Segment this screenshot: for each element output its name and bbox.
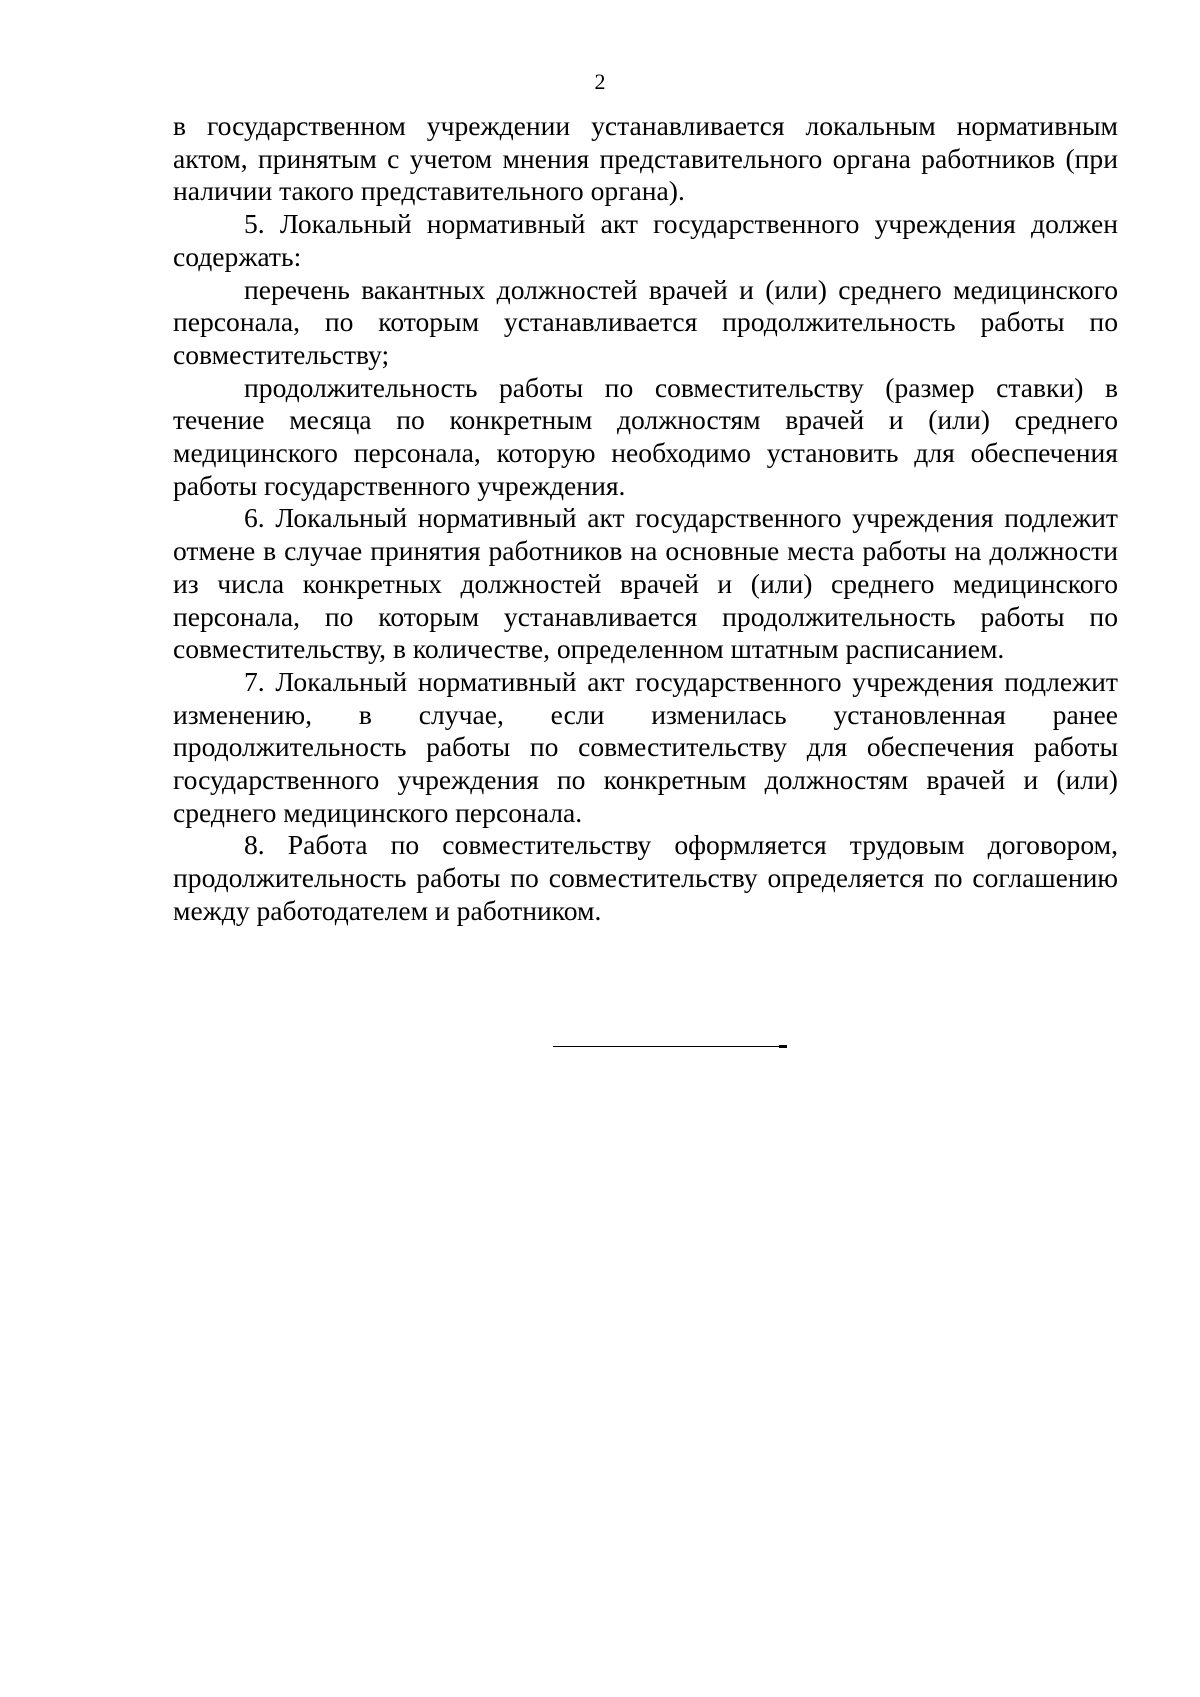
end-rule-line: [553, 1046, 779, 1047]
paragraph-item-5-list-2: продолжительность работы по совместительству (размер ставки) в течение месяца по конкретным должностям врачей и (или) среднего медицинского персонала, которую необходимо установить для обеспечения работы государственного учреждения.: [173, 371, 1118, 501]
paragraph-continuation: в государственном учреждении устанавливается локальным нормативным актом, принятым с учетом мнения представительного органа работников (при наличии такого представительного органа).: [173, 110, 1118, 207]
end-of-document-rule: [553, 1044, 787, 1050]
page-number: 2: [594, 69, 606, 94]
paragraph-item-7: 7. Локальный нормативный акт государственного учреждения подлежит изменению, в случае, если изменилась установленная ранее продолжительность работы по совместительству для обеспечения работы государственного учреждения по конкретным должностям врачей и (или) среднего медицинского персонала.: [173, 665, 1118, 828]
paragraph-item-6: 6. Локальный нормативный акт государственного учреждения подлежит отмене в случае принятия работников на основные места работы на должности из числа конкретных должностей врачей и (или) среднего медицинского персонала, по которым устанавливается продолжительность работы по совместительству, в количестве, определенном штатным расписанием.: [173, 502, 1118, 665]
paragraph-item-8: 8. Работа по совместительству оформляется трудовым договором, продолжительность работы по совместительству определяется по соглашению между работодателем и работником.: [173, 829, 1118, 926]
paragraph-item-5: 5. Локальный нормативный акт государственного учреждения должен содержать:: [173, 208, 1118, 272]
end-rule-tick: [779, 1045, 787, 1048]
paragraph-item-5-list-1: перечень вакантных должностей врачей и (или) среднего медицинского персонала, по которым устанавливается продолжительность работы по совместительству;: [173, 273, 1118, 370]
document-body: [173, 110, 1118, 928]
